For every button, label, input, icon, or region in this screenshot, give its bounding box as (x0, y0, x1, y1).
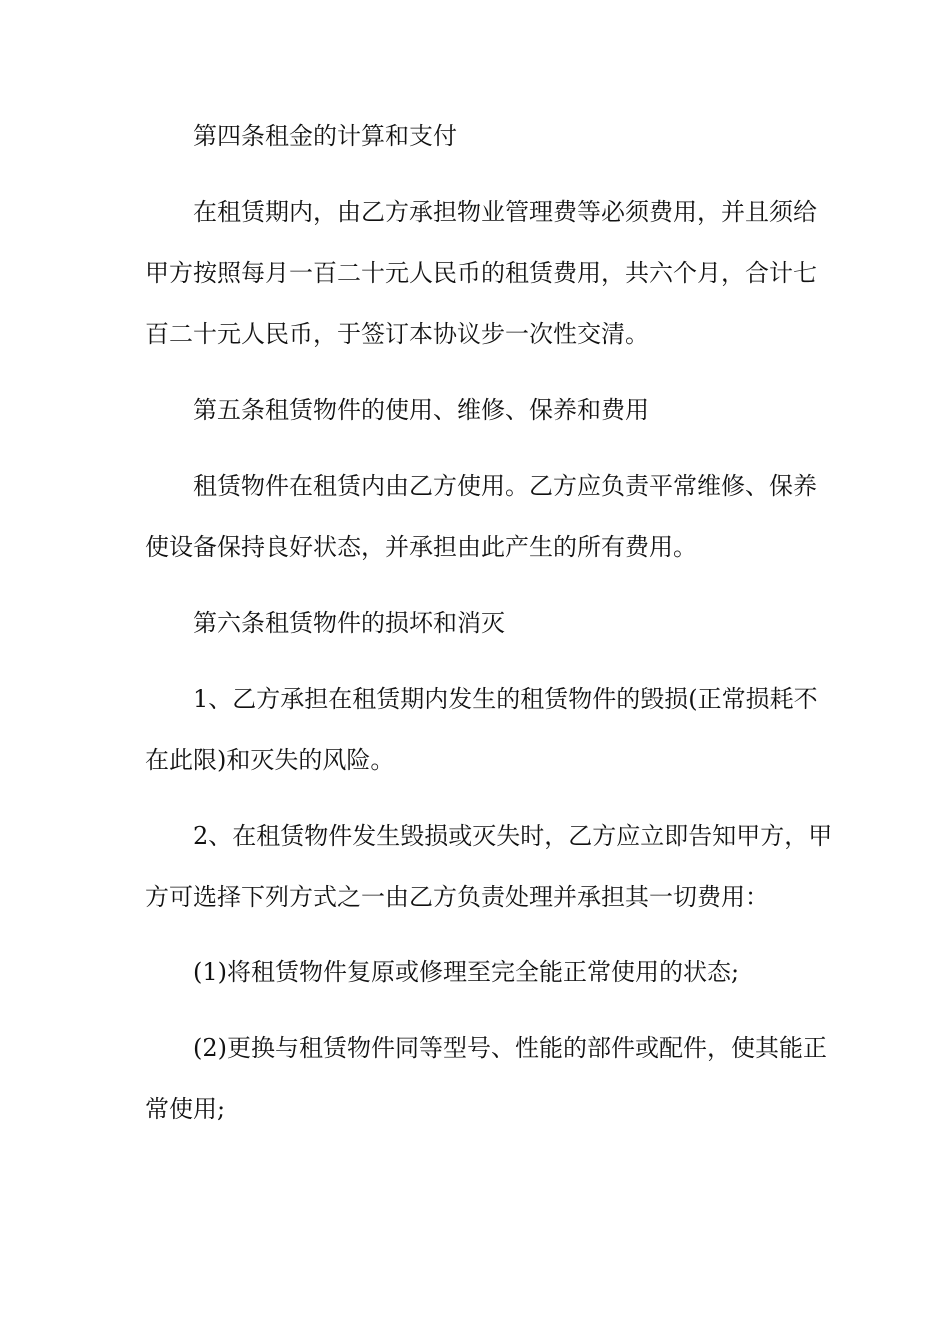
text-line: 第六条租赁物件的损坏和消灭 (193, 609, 505, 637)
text-line: 在此限)和灭失的风险。 (145, 746, 395, 774)
text-line: 百二十元人民币，于签订本协议步一次性交清。 (145, 320, 649, 348)
text-line: 第五条租赁物件的使用、维修、保养和费用 (193, 396, 649, 424)
text-line: 甲方按照每月一百二十元人民币的租赁费用，共六个月，合计七 (145, 259, 817, 287)
paragraph-item-1 (145, 955, 810, 989)
text-line: 1、乙方承担在租赁期内发生的租赁物件的毁损(正常损耗不 (193, 685, 818, 713)
text-line: 常使用; (145, 1095, 226, 1123)
heading-article-5 (145, 393, 810, 427)
paragraph-rent-payment (145, 195, 817, 351)
text-line: 方可选择下列方式之一由乙方负责处理并承担其一切费用： (145, 883, 769, 911)
heading-article-6 (145, 606, 810, 640)
text-line: 使设备保持良好状态，并承担由此产生的所有费用。 (145, 533, 697, 561)
paragraph-clause-1 (145, 682, 818, 777)
text-line: 租赁物件在租赁内由乙方使用。乙方应负责平常维修、保养 (193, 472, 817, 500)
heading-article-4 (145, 119, 810, 153)
text-line: 在租赁期内，由乙方承担物业管理费等必须费用，并且须给 (193, 198, 817, 226)
paragraph-item-2 (145, 1031, 827, 1126)
paragraph-usage-maintenance (145, 469, 817, 564)
text-line: 2、在租赁物件发生毁损或灭失时，乙方应立即告知甲方，甲 (193, 822, 833, 850)
text-line: (1)将租赁物件复原或修理至完全能正常使用的状态; (193, 958, 740, 986)
paragraph-clause-2 (145, 819, 833, 914)
text-line: 第四条租金的计算和支付 (193, 122, 457, 150)
text-line: (2)更换与租赁物件同等型号、性能的部件或配件，使其能正 (193, 1034, 827, 1062)
